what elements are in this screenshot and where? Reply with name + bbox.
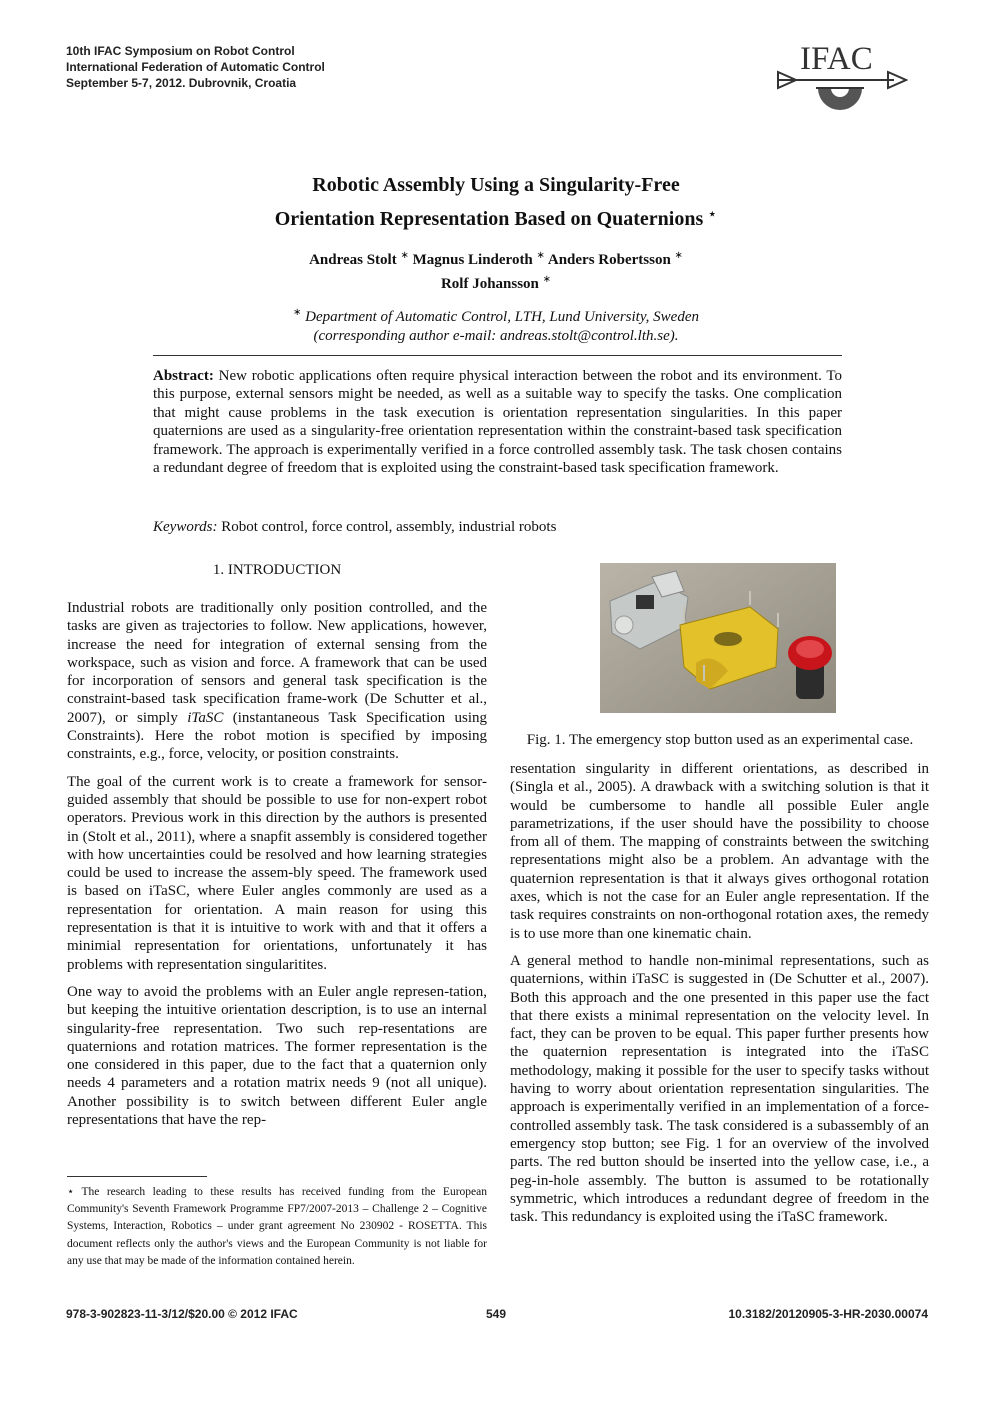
emphasis-itasc: iTaSC [187,709,224,726]
figure-emergency-stop-photo [600,563,836,713]
affiliation [0,303,992,346]
author-mark: ∗ [536,250,545,261]
author-name: Rolf Johansson [440,276,539,292]
author-name: Magnus Linderoth [412,252,533,268]
right-column [510,760,929,1235]
paper-title [0,170,992,234]
footer-isbn: 978-3-902823-11-3/12/$20.00 © 2012 IFAC [66,1307,298,1321]
title-footnote-mark: ⋆ [707,206,718,223]
conference-header [66,43,325,91]
keywords-text: Robot control, force control, assembly, industrial robots [221,519,557,535]
author-mark: ∗ [400,250,409,261]
keywords [153,518,842,536]
keywords-label: Keywords: [153,519,218,535]
paragraph: The goal of the current work is to create a framework for sensor-guided assembly that should be possible to use for non-expert robot operators. Previous work in this direction by the authors is presented in (Stolt et al., 2011), where a snapfit assembly is considered together with how uncertainties could be resolved and how learning strategies could be used to increase the assem-bly speed. The framework used is based on iTaSC, where Euler angles commonly are used as a representation for orientation. A main reason for using this representation is that it is intuitive to work with and that it offers a minimial representation for orientations, unfortunately it has problems with representation singularitites. [67,773,487,973]
left-column [67,599,487,1138]
affiliation-mark: ∗ [292,307,302,318]
section-heading-introduction: 1. INTRODUCTION [212,562,342,578]
paper-title-line2: Orientation Representation Based on Quaternions [274,208,704,230]
author-mark: ∗ [542,274,552,285]
author-name: Andreas Stolt [309,252,397,268]
paragraph: One way to avoid the problems with an Euler angle represen-tation, but keeping the intuitive orientation description, is to use an internal singularity-free representation. Two such rep-resentations are quaternions and rotation matrices. The former representation is the one considered in this paper, due to the fact that a quaternion only needs 4 parameters and a rotation matrix needs 9 (not all unique). Another possibility is to switch between different Euler angle representations that have the rep- [67,983,487,1129]
conference-organization: International Federation of Automatic Control [66,60,325,74]
figure-caption: Fig. 1. The emergency stop button used as an experimental case. [526,732,914,748]
abstract [153,367,842,477]
affiliation-department: Department of Automatic Control, LTH, Lund University, Sweden [305,309,699,325]
author-name: Anders Robertsson [547,252,671,268]
ifac-logo [776,36,908,128]
ifac-logo-text: IFAC [800,41,873,77]
footer-doi: 10.3182/20120905-3-HR-2030.00074 [728,1307,928,1321]
footnote-text: The research leading to these results has received funding from the European Community's Seventh Framework Programme FP7/2007-2013 – Challenge 2 – Cognitive Systems, Interaction, Robotics – under grant agreement No 230902 - ROSETTA. This document reflects only the author's views and the European Community is not liable for any use that may be made of the information contained herein. [67,1186,487,1267]
conference-name: 10th IFAC Symposium on Robot Control [66,44,295,58]
page-number: 549 [485,1307,507,1321]
paragraph: resentation singularity in different orientations, as described in (Singla et al., 2005). A drawback with a switching solution is that it would be cumbersome to handle all possible Euler angle parametrizations, if the user should have the possibility to choose from all of them. The mapping of constraints between the switching representations might also be a problem. An advantage with the quaternion representation is that it always gives orthogonal rotation axes, which is not the case for an Euler angle representation. If the task requires constraints on non-orthogonal rotation axes, the remedy is to use more than one kinematic chain. [510,761,929,942]
paper-title-line1: Robotic Assembly Using a Singularity-Free [312,174,680,196]
paragraph: Industrial robots are traditionally only position controlled, and the tasks are given as trajectories to follow. New applications, however, increase the need for integration of external sensing from the workspace, such as vision and force. A framework that can be used for incorporation of sensors and general task specification is the constraint-based task specification frame-work (De Schutter et al., 2007), or simply iTaSC (instantaneous Task Specification using Constraints). Here the robot motion is specified by imposing constraints, e.g., force, velocity, or position constraints. [67,600,487,763]
funding-footnote [67,1184,487,1270]
author-mark: ∗ [674,250,683,261]
paragraph: A general method to handle non-minimal representations, such as quaternions, within iTaSC is suggested in (De Schutter et al., 2007). Both this approach and the one presented in this paper use the fact that there exists a minimal representation on the velocity level. In fact, they can be proven to be equal. This paper further presents how the quaternion representation is integrated into the iTaSC methodology, making it possible for the user to specify tasks without having to worry about orientation representation singularities. The approach is experimentally verified in an implementation of a force-controlled assembly task. The task considered is a subassembly of an emergency stop button; see Fig. 1 for an overview of the involved parts. The red button should be inserted into the yellow case, i.e., a peg-in-hole assembly. The button is assumed to be rotationally symmetric, which introduces a redundant degree of freedom in the task. This redundancy is exploited using the iTaSC framework. [510,952,929,1226]
author-list [0,246,992,294]
abstract-text: New robotic applications often require physical interaction between the robot and its environment. To this purpose, external sensors might be needed, as well as a suitable way to specify the tasks. One complication that might cause problems in the task execution is orientation representation singularities. In this paper quaternions are used as a singularity-free orientation representation within the constraint-based task specification framework. The approach is experimentally verified in a force controlled assembly task. The task chosen contains a redundant degree of freedom that is exploited using the constraint-based task specification framework. [153,368,843,477]
footnote-mark: ⋆ [67,1186,75,1198]
conference-date-location: September 5-7, 2012. Dubrovnik, Croatia [66,76,297,90]
footnote-divider [67,1176,207,1177]
abstract-divider [153,355,842,356]
corresponding-author: (corresponding author e-mail: andreas.stolt@control.lth.se). [313,328,679,344]
abstract-label: Abstract: [153,368,214,384]
